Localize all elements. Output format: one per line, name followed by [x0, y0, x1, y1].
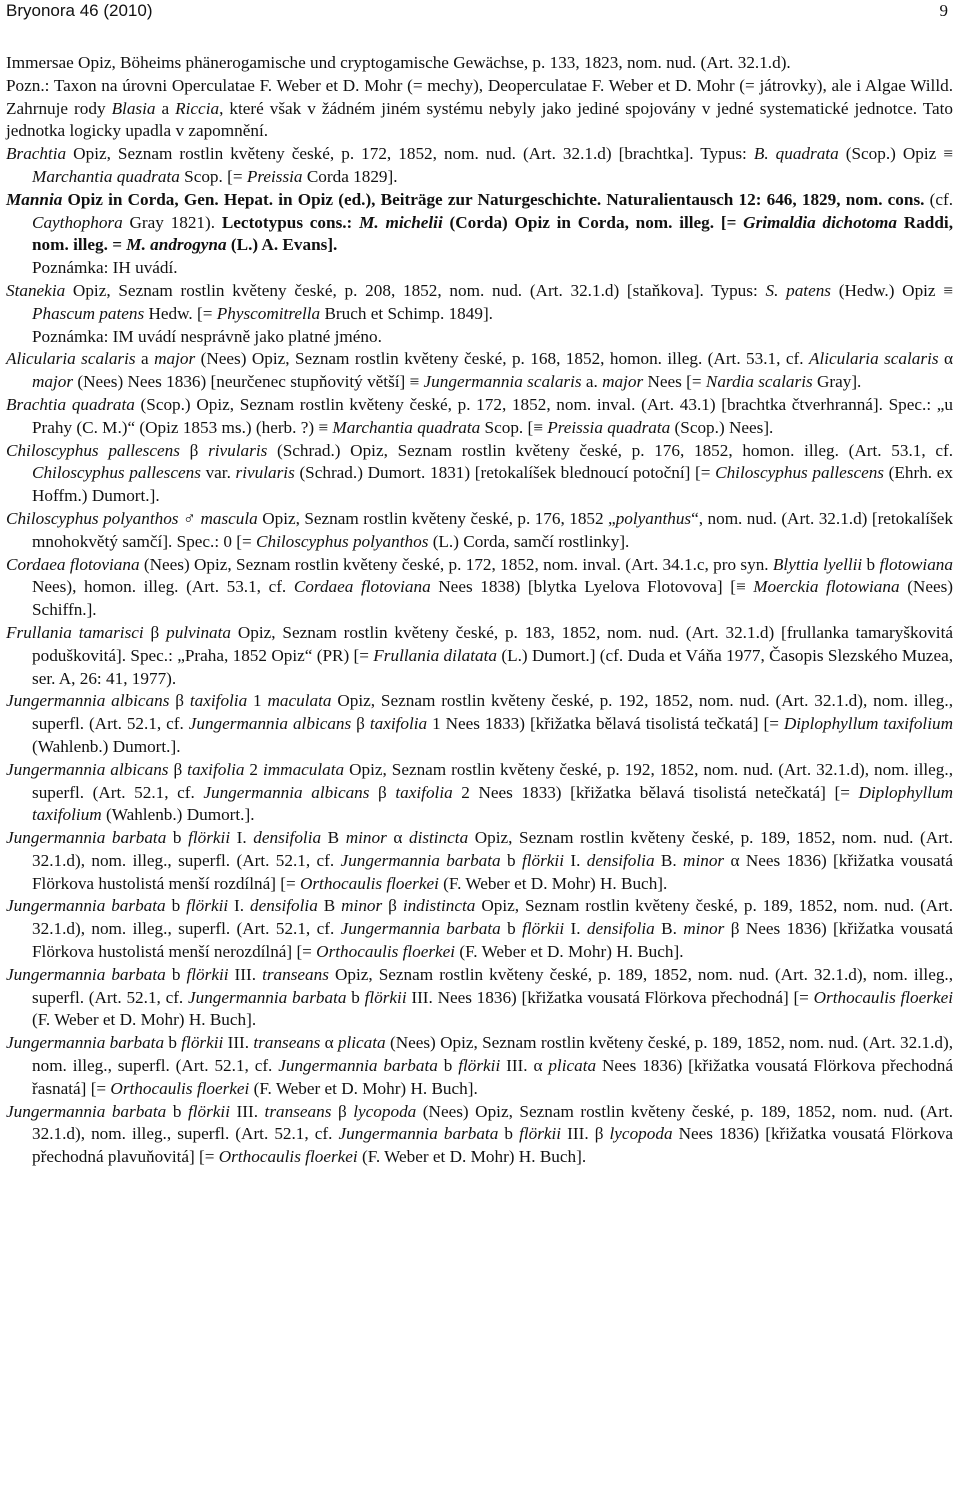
- styled-text-run: (L.) A. Evans].: [226, 235, 338, 255]
- text-run: β: [331, 1101, 354, 1121]
- styled-text-run: B. quadrata: [753, 144, 839, 164]
- text-run: Opiz, Seznam rostlin květeny české, p. 208, 1852, nom. nud. (Art. 32.1.d) [staňkova]. Typus:: [65, 280, 766, 300]
- text-run: a: [135, 349, 155, 369]
- styled-text-run: mascula: [200, 508, 258, 528]
- text-run: (Schrad.) Dumort. 1831) [retokalíšek blednoucí potoční] [=: [294, 463, 716, 483]
- text-run: (Nees) Opiz, Seznam rostlin květeny české, p. 172, 1852, nom. inval. (Art. 34.1.c, pro syn.: [139, 554, 773, 574]
- taxon-entry: [6, 52, 953, 143]
- text-run: Opiz, Seznam rostlin květeny české, p. 172, 1852, nom. nud. (Art. 32.1.d) [brachtka]. Typus:: [66, 144, 754, 164]
- text-run: III.: [228, 964, 263, 984]
- styled-text-run: minor: [683, 919, 725, 939]
- text-run: α: [320, 1033, 338, 1053]
- styled-text-run: plicata: [548, 1056, 597, 1076]
- styled-text-run: Nardia scalaris: [705, 372, 813, 392]
- styled-text-run: Jungermannia scalaris: [423, 372, 582, 392]
- styled-text-run: densifolia: [586, 919, 655, 939]
- styled-text-run: flörkii: [522, 919, 565, 939]
- text-run: Opiz, Seznam rostlin květeny české, p. 183, 1852, nom. nud. (Art. 32.1.d) [frullanka tamaryškovitá poduškovitá]. Spec.: „Praha, 1852 Opiz“ (PR) [=: [32, 622, 953, 665]
- text-run: α: [386, 828, 409, 848]
- styled-text-run: flörkii: [186, 964, 229, 984]
- styled-text-run: taxifolia: [187, 759, 245, 779]
- styled-text-run: polyanthus: [615, 508, 692, 528]
- styled-text-run: Jungermannia barbata: [278, 1056, 438, 1076]
- styled-text-run: rivularis: [235, 463, 295, 483]
- text-run: β: [168, 759, 188, 779]
- styled-text-run: Jungermannia barbata: [338, 1124, 499, 1144]
- styled-text-run: pulvinata: [166, 622, 232, 642]
- text-run: 2 Nees 1833) [křižatka bělavá tisolistá netečkatá] [=: [452, 782, 859, 802]
- text-run: β: [351, 714, 370, 734]
- styled-text-run: Orthocaulis floerkei: [218, 1147, 358, 1167]
- text-run: (Schrad.) Opiz, Seznam rostlin květeny české, p. 176, 1852, homon. illeg. (Art. 53.1, cf.: [267, 440, 953, 460]
- taxon-entry: [6, 964, 953, 1032]
- styled-text-run: flörkii: [186, 896, 229, 916]
- text-run: Opiz, Seznam rostlin květeny české, p. 192, 1852, nom. nud. (Art. 32.1.d), nom. illeg., superfl. (Art. 52.1, cf.: [32, 759, 953, 802]
- text-run: var.: [200, 463, 236, 483]
- styled-text-run: flörkii: [521, 850, 564, 870]
- styled-text-run: taxifolia: [369, 714, 428, 734]
- styled-text-run: flörkii: [187, 1101, 230, 1121]
- styled-text-run: Jungermannia albicans: [188, 714, 352, 734]
- text-run: β: [169, 691, 190, 711]
- styled-text-run: immaculata: [262, 759, 345, 779]
- text-run: β: [369, 782, 396, 802]
- styled-text-run: lycopoda: [609, 1124, 673, 1144]
- styled-text-run: lycopoda: [353, 1101, 417, 1121]
- styled-text-run: Preissia: [246, 166, 303, 186]
- text-run: a: [155, 98, 176, 118]
- styled-text-run: Opiz in Corda, Gen. Hepat. in Opiz (ed.), Beiträge zur Naturgeschichte. Naturalientausch 12: 646, 1829, nom. cons.: [62, 189, 925, 209]
- text-run: (Scop.) Opiz, Seznam rostlin květeny české, p. 172, 1852, nom. inval. (Art. 43.1) [brachtka čtverhranná]. Spec.: „u Prahy (C. M.)“ (Opiz 1853 ms.) (herb. ?) ≡: [32, 394, 953, 437]
- text-run: Hedw. [=: [144, 303, 217, 323]
- text-run: (Wahlenb.) Dumort.].: [101, 805, 255, 825]
- text-run: 1 Nees 1833) [křižatka bělavá tisolistá tečkatá] [=: [427, 714, 784, 734]
- text-run: (F. Weber et D. Mohr) H. Buch].: [249, 1078, 478, 1098]
- styled-text-run: Jungermannia barbata: [6, 896, 166, 916]
- note-paragraph: [6, 257, 953, 280]
- taxon-entry: [6, 143, 953, 189]
- text-run: I.: [228, 896, 250, 916]
- text-run: Poznámka: IM uvádí nesprávně jako platné jméno.: [32, 326, 382, 346]
- text-run: III. β: [561, 1124, 610, 1144]
- text-run: b: [164, 1033, 182, 1053]
- text-run: (Nees) Nees 1836) [neurčenec stupňovitý větší] ≡: [73, 372, 424, 392]
- styled-text-run: densifolia: [253, 828, 322, 848]
- styled-text-run: rivularis: [208, 440, 268, 460]
- text-run: b: [346, 987, 365, 1007]
- styled-text-run: major: [32, 372, 74, 392]
- text-run: “, nom. nud. (Art. 32.1.d) [retokalíšek mnohokvětý samčí]. Spec.: 0 [=: [32, 508, 953, 551]
- text-run: 2: [244, 759, 263, 779]
- text-run: b: [862, 554, 880, 574]
- text-run: b: [166, 828, 189, 848]
- text-run: Bruch et Schimp. 1849].: [320, 303, 493, 323]
- text-run: (Ehrh. ex Hoffm.) Dumort.].: [32, 463, 954, 506]
- styled-text-run: Alicularia scalaris: [6, 349, 136, 369]
- styled-text-run: Marchantia quadrata: [32, 166, 180, 186]
- text-run: Nees [=: [643, 372, 706, 392]
- styled-text-run: Marchantia quadrata: [332, 417, 481, 437]
- text-run: , které však v žádném jiném systému nebyly jako jediné spojovány v jedné systematické jednotce. Tato jednotka logicky upadla v zapomnění.: [6, 98, 953, 141]
- text-run: (F. Weber et D. Mohr) H. Buch].: [32, 1010, 257, 1030]
- styled-text-run: flörkii: [181, 1033, 224, 1053]
- text-run: Opiz, Seznam rostlin květeny české, p. 189, 1852, nom. nud. (Art. 32.1.d), nom. illeg., superfl. (Art. 52.1, cf.: [32, 964, 954, 1007]
- text-run: a.: [581, 372, 603, 392]
- styled-text-run: flörkii: [458, 1056, 501, 1076]
- text-run: (Scop.) Nees].: [670, 417, 774, 437]
- text-run: α Nees 1836) [křižatka vousatá Flörkova hustolistá menší rozdílná] [=: [32, 850, 953, 893]
- styled-text-run: Alicularia scalaris: [808, 349, 939, 369]
- styled-text-run: maculata: [267, 691, 332, 711]
- styled-text-run: minor: [683, 850, 725, 870]
- styled-text-run: Diplophyllum taxifolium: [783, 714, 953, 734]
- styled-text-run: distincta: [408, 828, 469, 848]
- styled-text-run: major: [154, 349, 196, 369]
- text-run: (L.) Corda, samčí rostlinky].: [428, 531, 630, 551]
- styled-text-run: S. patens: [765, 280, 831, 300]
- taxon-entry: [6, 189, 953, 257]
- text-run: Nees 1836) [křižatka vousatá Flörkova přechodná řasnatá] [=: [32, 1056, 954, 1098]
- styled-text-run: Jungermannia barbata: [6, 1033, 165, 1053]
- text-run: B: [321, 828, 346, 848]
- styled-text-run: Moerckia flotowiana: [753, 577, 900, 597]
- text-run: Scop. [≡: [480, 417, 548, 437]
- text-run: ♂: [178, 508, 201, 528]
- styled-text-run: Caythophora: [32, 212, 123, 232]
- text-run: Nees 1838) [blytka Lyelova Flotovova] [≡: [430, 577, 754, 597]
- text-run: b: [437, 1056, 459, 1076]
- text-run: B.: [654, 919, 684, 939]
- taxon-entry: [6, 759, 953, 827]
- text-run: β Nees 1836) [křižatka vousatá Flörkova hustolistá menší nerozdílná] [=: [32, 919, 954, 962]
- taxon-entry: [6, 1101, 953, 1169]
- styled-text-run: Preissia quadrata: [547, 417, 671, 437]
- styled-text-run: Jungermannia barbata: [6, 964, 166, 984]
- styled-text-run: densifolia: [250, 896, 318, 916]
- text-run: Opiz, Seznam rostlin květeny české, p. 176, 1852 „: [257, 508, 616, 528]
- text-run: Gray 1821).: [122, 212, 222, 232]
- styled-text-run: Chiloscyphus pallescens: [6, 440, 180, 460]
- text-run: (Nees) Opiz, Seznam rostlin květeny české, p. 189, 1852, nom. nud. (Art. 32.1.d), nom. illeg., superfl. (Art. 52.1, cf.: [32, 1033, 953, 1076]
- text-run: B.: [654, 850, 684, 870]
- styled-text-run: Brachtia: [6, 144, 67, 164]
- note-paragraph: [6, 326, 953, 349]
- text-run: β: [143, 622, 167, 642]
- styled-text-run: Jungermannia barbata: [6, 1101, 167, 1121]
- styled-text-run: Orthocaulis floerkei: [299, 873, 439, 893]
- styled-text-run: indistincta: [402, 896, 476, 916]
- text-run: Opiz, Seznam rostlin květeny české, p. 189, 1852, nom. nud. (Art. 32.1.d), nom. illeg., superfl. (Art. 52.1, cf.: [32, 828, 953, 870]
- journal-title: Bryonora 46 (2010): [6, 1, 153, 20]
- text-run: I.: [230, 828, 254, 848]
- text-run: (Wahlenb.) Dumort.].: [32, 736, 181, 756]
- taxon-entry: [6, 554, 953, 622]
- text-run: (F. Weber et D. Mohr) H. Buch].: [455, 942, 684, 962]
- styled-text-run: flörkii: [364, 987, 407, 1007]
- styled-text-run: taxifolia: [189, 691, 248, 711]
- text-run: Immersae Opiz, Böheims phänerogamische und cryptogamische Gewächse, p. 133, 1823, nom. nud. (Art. 32.1.d).: [6, 53, 791, 72]
- styled-text-run: Chiloscyphus pallescens: [715, 463, 884, 483]
- styled-text-run: densifolia: [586, 850, 655, 870]
- styled-text-run: Chiloscyphus polyanthos: [256, 531, 429, 551]
- styled-text-run: Frullania tamarisci: [6, 622, 144, 642]
- taxon-entry: [6, 508, 953, 554]
- text-run: Opiz, Seznam rostlin květeny české, p. 192, 1852, nom. nud. (Art. 32.1.d), nom. illeg., superfl. (Art. 52.1, cf.: [32, 691, 953, 734]
- text-run: b: [500, 919, 523, 939]
- styled-text-run: Jungermannia albicans: [203, 782, 370, 802]
- taxon-entry: [6, 348, 953, 394]
- styled-text-run: Grimaldia dichotoma: [743, 212, 898, 232]
- text-run: (F. Weber et D. Mohr) H. Buch].: [357, 1147, 587, 1167]
- taxon-entry: [6, 440, 953, 508]
- page-number: 9: [939, 1, 948, 20]
- styled-text-run: Diplophyllum taxifolium: [32, 782, 954, 825]
- taxon-entry: [6, 622, 953, 690]
- styled-text-run: Jungermannia barbata: [6, 828, 167, 848]
- styled-text-run: flörkii: [519, 1124, 562, 1144]
- styled-text-run: Jungermannia albicans: [6, 691, 170, 711]
- text-run: Poznámka: IH uvádí.: [32, 258, 178, 278]
- text-run: b: [500, 850, 522, 870]
- styled-text-run: minor: [345, 828, 387, 848]
- styled-text-run: M. michelii: [359, 212, 443, 232]
- text-run: (Nees) Opiz, Seznam rostlin květeny české, p. 168, 1852, homon. illeg. (Art. 53.1, cf.: [195, 349, 809, 369]
- styled-text-run: Chiloscyphus polyanthos: [6, 508, 179, 528]
- styled-text-run: transeans: [253, 1033, 321, 1053]
- styled-text-run: Frullania dilatata: [373, 645, 498, 665]
- styled-text-run: Mannia: [6, 189, 63, 209]
- text-run: Nees 1836) [křižatka vousatá Flörkova přechodná plavuňovitá] [=: [32, 1124, 954, 1167]
- styled-text-run: (Corda) Opiz in Corda, nom. illeg. [=: [442, 212, 744, 232]
- text-run: Corda 1829].: [302, 166, 398, 186]
- text-run: (Nees) Schiffn.].: [32, 577, 954, 620]
- text-run: III.: [229, 1101, 265, 1121]
- styled-text-run: Jungermannia albicans: [6, 759, 169, 779]
- styled-text-run: Cordaea flotoviana: [6, 554, 140, 574]
- taxon-entry: [6, 895, 953, 963]
- styled-text-run: flotowiana: [879, 554, 953, 574]
- styled-text-run: Chiloscyphus pallescens: [32, 463, 201, 483]
- text-run: Pozn.: Taxon na úrovni Operculatae F. Weber et D. Mohr (= mechy), Deoperculatae F. Weber et D. Mohr (= játrovky), ale i Algae Willd. Zahrnuje rody: [6, 75, 953, 118]
- text-run: I.: [563, 850, 587, 870]
- styled-text-run: Jungermannia barbata: [340, 919, 501, 939]
- text-run: (cf.: [924, 189, 953, 209]
- text-run: (Nees) Opiz, Seznam rostlin květeny české, p. 189, 1852, nom. nud. (Art. 32.1.d), nom. illeg., superfl. (Art. 52.1, cf.: [32, 1101, 954, 1144]
- text-run: III. Nees 1836) [křižatka vousatá Flörkova přechodná] [=: [406, 987, 814, 1007]
- styled-text-run: Raddi, nom. illeg. =: [32, 212, 953, 255]
- text-run: b: [498, 1124, 520, 1144]
- text-run: (L.) Dumort.] (cf. Duda et Váňa 1977, Časopis Slezského Muzea, ser. A, 26: 41, 1977).: [32, 645, 953, 688]
- styled-text-run: Jungermannia barbata: [340, 850, 501, 870]
- styled-text-run: minor: [341, 896, 383, 916]
- styled-text-run: Orthocaulis floerkei: [813, 987, 954, 1007]
- text-run: Opiz, Seznam rostlin květeny české, p. 189, 1852, nom. nud. (Art. 32.1.d), nom. illeg., superfl. (Art. 52.1, cf.: [32, 896, 953, 939]
- text-run: (Scop.) Opiz ≡: [838, 144, 953, 164]
- taxon-entry: [6, 827, 953, 895]
- styled-text-run: transeans: [262, 964, 329, 984]
- styled-text-run: Physcomitrella: [216, 303, 321, 323]
- text-run: (F. Weber et D. Mohr) H. Buch].: [438, 873, 668, 893]
- styled-text-run: Cordaea flotoviana: [293, 577, 431, 597]
- page-header: [6, 0, 953, 24]
- text-run: β: [179, 440, 209, 460]
- text-run: III.: [223, 1033, 254, 1053]
- styled-text-run: Lectotypus cons.:: [221, 212, 360, 232]
- text-run: I.: [564, 919, 587, 939]
- styled-text-run: M. androgyna: [126, 235, 227, 255]
- taxon-entry: [6, 280, 953, 326]
- text-run: Gray].: [812, 372, 862, 392]
- text-run: 1: [247, 691, 268, 711]
- styled-text-run: taxifolia: [395, 782, 453, 802]
- text-run: Nees), homon. illeg. (Art. 53.1, cf.: [32, 577, 294, 597]
- styled-text-run: Orthocaulis floerkei: [316, 942, 456, 962]
- styled-text-run: Blasia: [111, 98, 156, 118]
- styled-text-run: major: [602, 372, 644, 392]
- styled-text-run: Riccia: [175, 98, 220, 118]
- styled-text-run: Brachtia quadrata: [6, 394, 135, 414]
- text-run: III. α: [500, 1056, 549, 1076]
- text-run: α: [938, 349, 953, 369]
- styled-text-run: Blyttia lyellii: [772, 554, 863, 574]
- taxon-entry: [6, 394, 953, 440]
- styled-text-run: Jungermannia barbata: [187, 987, 347, 1007]
- styled-text-run: Phascum patens: [32, 303, 145, 323]
- text-run: b: [165, 964, 187, 984]
- text-run: Scop. [=: [179, 166, 247, 186]
- styled-text-run: plicata: [337, 1033, 386, 1053]
- text-run: (Hedw.) Opiz ≡: [831, 280, 953, 300]
- taxon-entry: [6, 1032, 953, 1100]
- text-run: b: [165, 896, 187, 916]
- text-run: b: [166, 1101, 188, 1121]
- styled-text-run: Orthocaulis floerkei: [110, 1078, 250, 1098]
- styled-text-run: Stanekia: [6, 280, 66, 300]
- text-run: β: [382, 896, 403, 916]
- entry-list: [6, 52, 953, 1169]
- styled-text-run: flörkii: [188, 828, 231, 848]
- text-run: B: [317, 896, 342, 916]
- styled-text-run: transeans: [264, 1101, 332, 1121]
- taxon-entry: [6, 690, 953, 758]
